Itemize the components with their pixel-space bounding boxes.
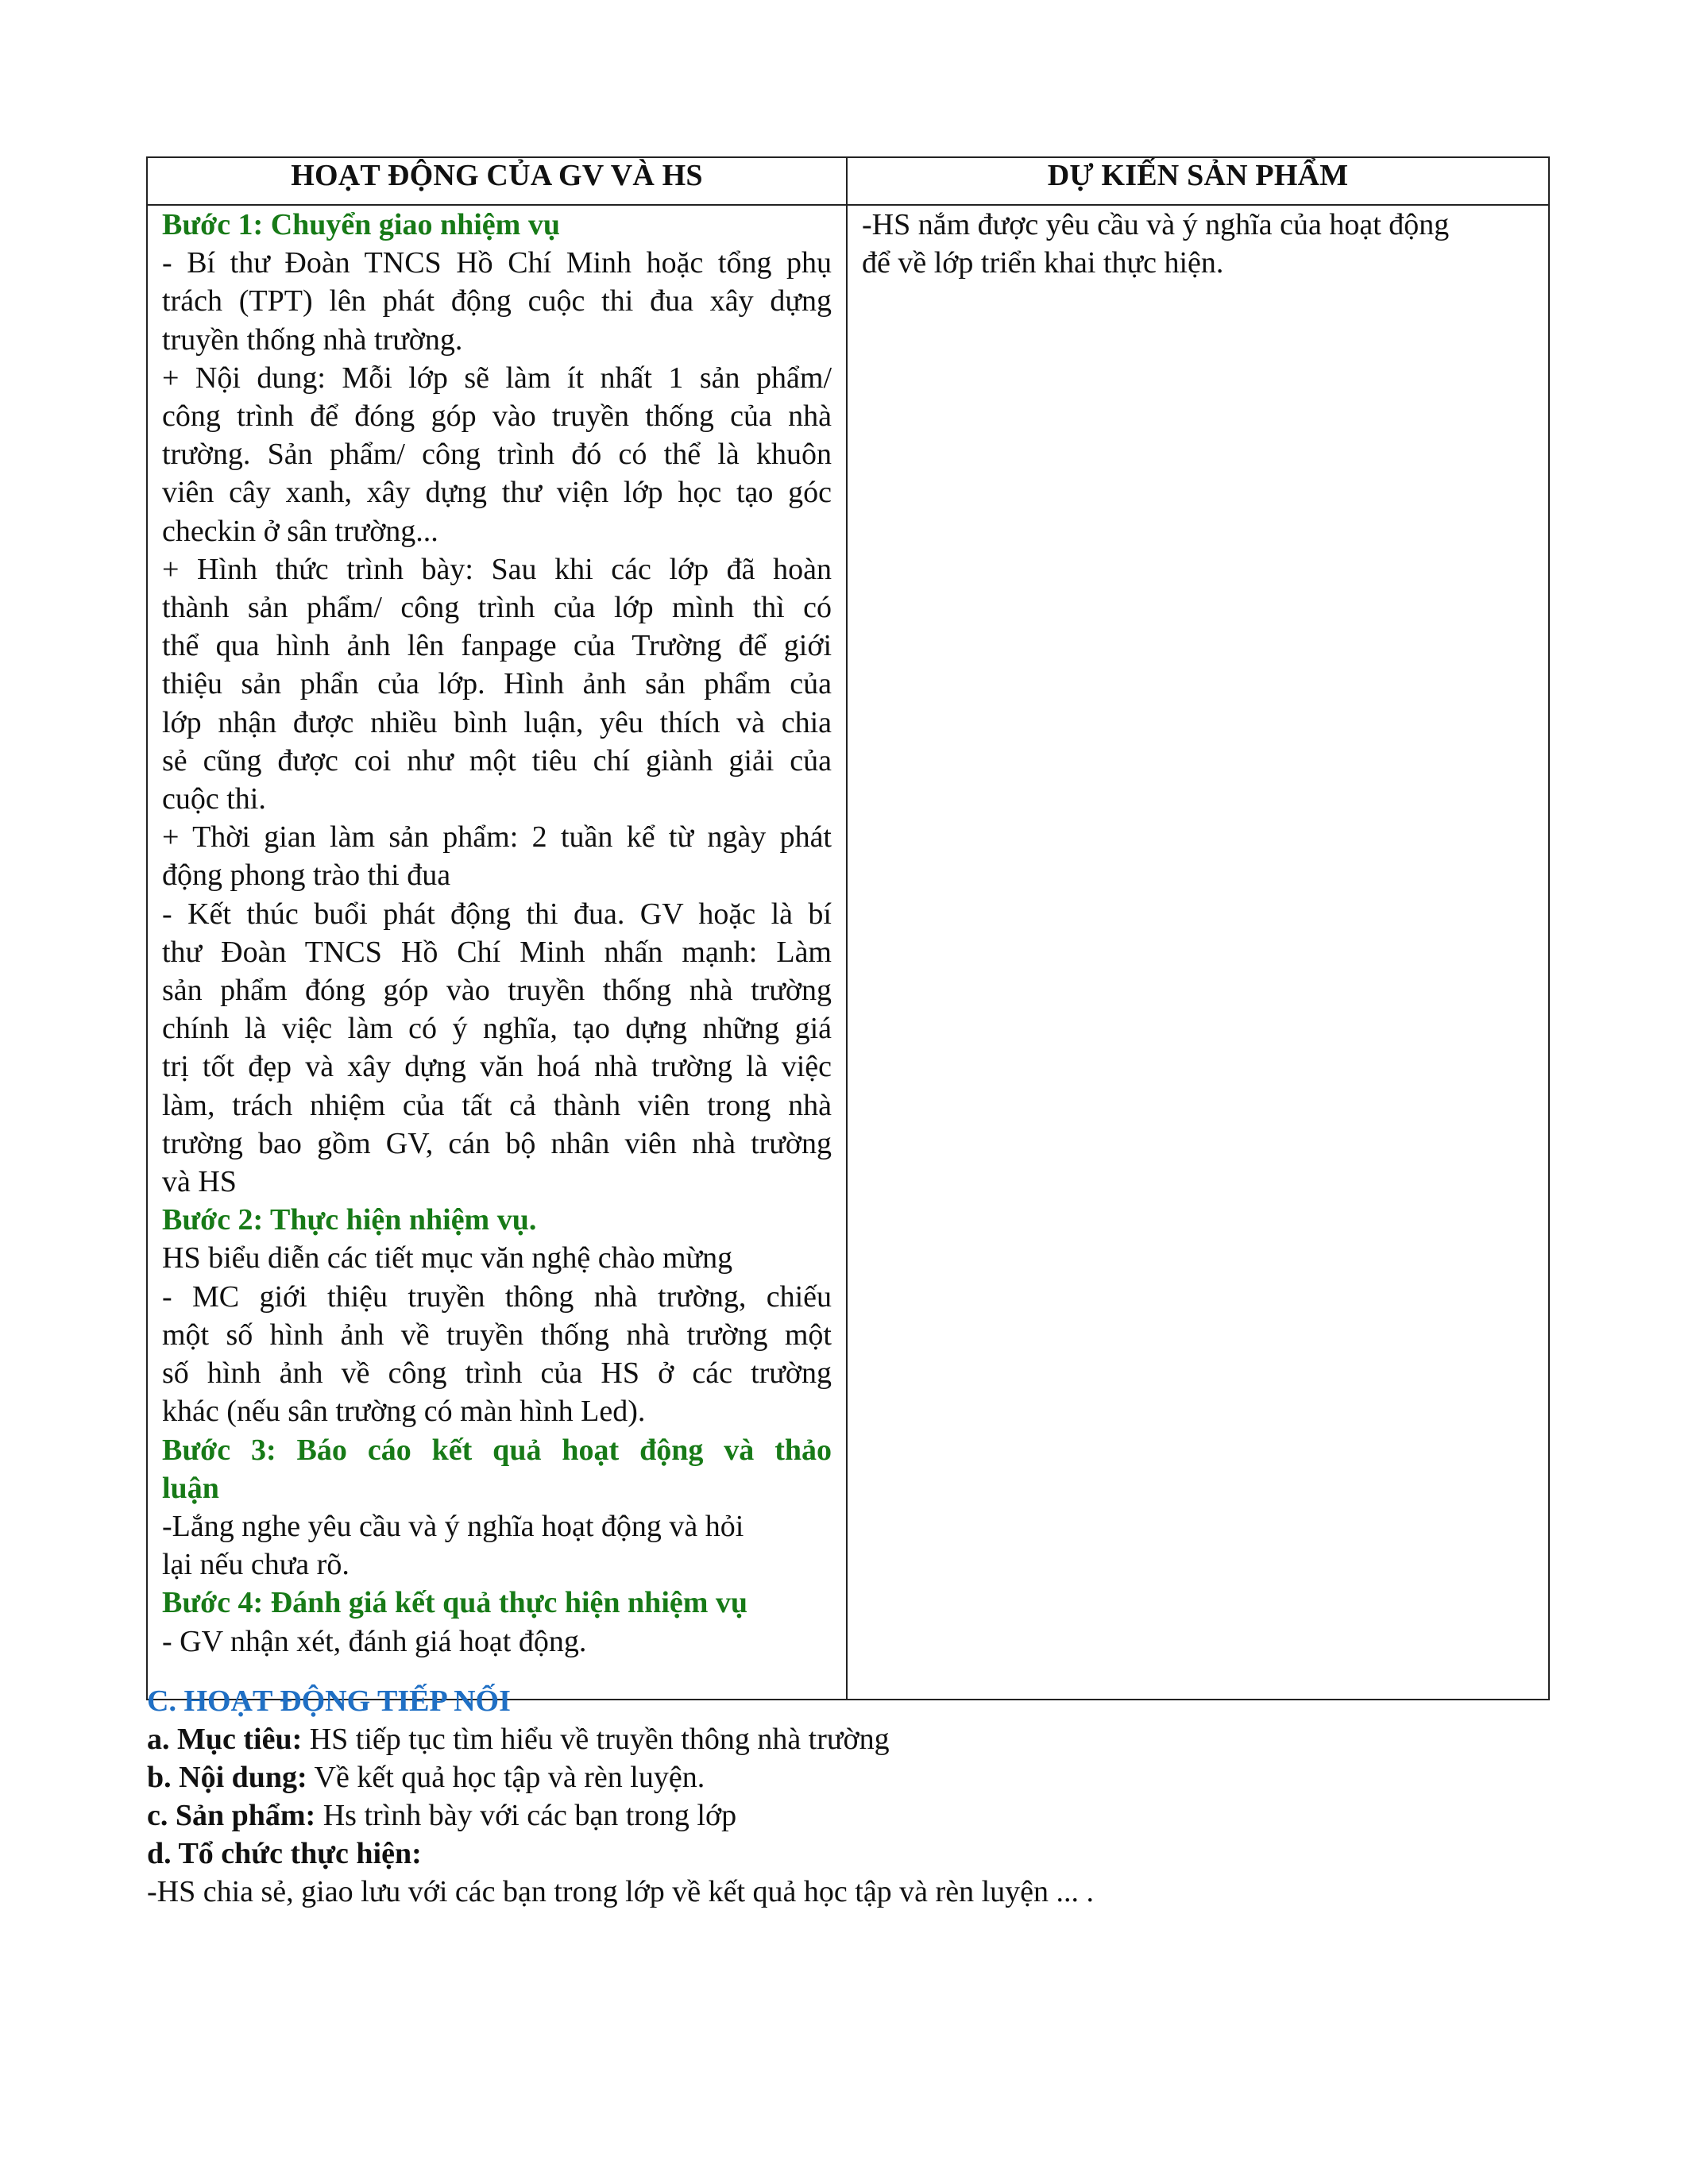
goal-text: HS tiếp tục tìm hiểu về truyền thông nhà trường <box>302 1723 890 1756</box>
activity-line: - Kết thúc buổi phát động thi đua. GV hoặc là bí <box>162 897 832 931</box>
content-text: Về kết quả học tập và rèn luyện. <box>307 1761 705 1794</box>
product-row <box>147 1796 1545 1835</box>
activity-line: - Bí thư Đoàn TNCS Hồ Chí Minh hoặc tổng phụ <box>162 246 832 280</box>
activity-line: một số hình ảnh về truyền thống nhà trường một <box>162 1318 832 1352</box>
step-heading: Bước 3: Báo cáo kết quả hoạt động và thảo <box>162 1433 832 1467</box>
activity-line: sản phẩm đóng góp vào truyền thống nhà trường <box>162 974 832 1008</box>
activity-line: khác (nếu sân trường có màn hình Led). <box>162 1395 646 1429</box>
activity-line: + Nội dung: Mỗi lớp sẽ làm ít nhất 1 sản phẩm/ <box>162 361 832 395</box>
followup-section <box>147 1682 1545 1911</box>
organization-row <box>147 1835 1545 1873</box>
content-label: b. Nội dung: <box>147 1761 307 1794</box>
activity-lines <box>148 206 846 1661</box>
activity-line: - GV nhận xét, đánh giá hoạt động. <box>162 1624 587 1658</box>
activity-line: checkin ở sân trường... <box>162 514 438 548</box>
step-heading: luận <box>162 1471 219 1505</box>
activity-line: động phong trào thi đua <box>162 859 451 893</box>
activity-line: -Lắng nghe yêu cầu và ý nghĩa hoạt động và hỏi <box>162 1509 744 1543</box>
step-heading: Bước 1: Chuyển giao nhiệm vụ <box>162 208 560 241</box>
activity-line: truyền thống nhà trường. <box>162 322 463 357</box>
goal-row <box>147 1720 1545 1758</box>
activity-line: trường. Sản phẩm/ công trình đó có thể là khuôn <box>162 438 832 472</box>
step-heading: Bước 2: Thực hiện nhiệm vụ. <box>162 1203 537 1237</box>
product-text: Hs trình bày với các bạn trong lớp <box>315 1799 737 1832</box>
activity-line: thể qua hình ảnh lên fanpage của Trường để giới <box>162 629 832 663</box>
product-label: c. Sản phẩm: <box>147 1799 316 1832</box>
activity-line: lại nếu chưa rõ. <box>162 1548 350 1582</box>
step-heading: Bước 4: Đánh giá kết quả thực hiện nhiệm vụ <box>162 1586 748 1620</box>
activity-line: thiệu sản phẩn của lớp. Hình ảnh sản phẩm của <box>162 667 832 701</box>
product-cell <box>847 205 1549 1700</box>
activity-line: viên cây xanh, xây dựng thư viện lớp học tạo góc <box>162 476 832 510</box>
table-body-row <box>147 205 1549 1700</box>
activity-line: trách (TPT) lên phát động cuộc thi đua xây dựng <box>162 284 832 318</box>
content-row <box>147 1758 1545 1796</box>
activity-line: số hình ảnh về công trình của HS ở các trường <box>162 1356 832 1391</box>
activity-line: làm, trách nhiệm của tất cả thành viên trong nhà <box>162 1088 832 1122</box>
section-title: C. HOẠT ĐỘNG TIẾP NỐI <box>147 1684 511 1718</box>
activity-line: - MC giới thiệu truyền thông nhà trường, chiếu <box>162 1279 832 1314</box>
product-lines <box>848 206 1548 282</box>
activity-line: chính là việc làm có ý nghĩa, tạo dựng những giá <box>162 1012 832 1046</box>
product-line: để về lớp triển khai thực hiện. <box>862 246 1224 280</box>
activity-line: thư Đoàn TNCS Hồ Chí Minh nhấn mạnh: Làm <box>162 935 832 969</box>
activity-line: + Hình thức trình bày: Sau khi các lớp đã hoàn <box>162 552 832 586</box>
activity-line: cuộc thi. <box>162 782 266 816</box>
activity-table <box>146 156 1550 1700</box>
activity-line: + Thời gian làm sản phẩm: 2 tuần kể từ ngày phát <box>162 820 832 855</box>
activity-line: trường bao gồm GV, cán bộ nhân viên nhà trường <box>162 1126 832 1160</box>
activity-line: trị tốt đẹp và xây dựng văn hoá nhà trường là việc <box>162 1050 832 1084</box>
organization-label: d. Tổ chức thực hiện: <box>147 1837 422 1870</box>
activity-line: HS biểu diễn các tiết mục văn nghệ chào mừng <box>162 1241 733 1275</box>
activity-cell <box>147 205 847 1700</box>
product-line: -HS nắm được yêu cầu và ý nghĩa của hoạt động <box>862 208 1450 241</box>
table-header-row <box>147 157 1549 205</box>
organization-text: -HS chia sẻ, giao lưu với các bạn trong lớp về kết quả học tập và rèn luyện ... . <box>147 1875 1094 1908</box>
activity-line: và HS <box>162 1165 237 1199</box>
activity-line: công trình để đóng góp vào truyền thống của nhà <box>162 399 832 434</box>
header-teacher-student-activity: HOẠT ĐỘNG CỦA GV VÀ HS <box>147 157 847 205</box>
activity-line: lớp nhận được nhiều bình luận, yêu thích và chia <box>162 705 832 739</box>
activity-line: thành sản phẩm/ công trình của lớp mình thì có <box>162 591 832 625</box>
goal-label: a. Mục tiêu: <box>147 1723 303 1756</box>
header-expected-product: DỰ KIẾN SẢN PHẨM <box>847 157 1549 205</box>
activity-line: sẻ cũng được coi như một tiêu chí giành giải của <box>162 743 832 778</box>
